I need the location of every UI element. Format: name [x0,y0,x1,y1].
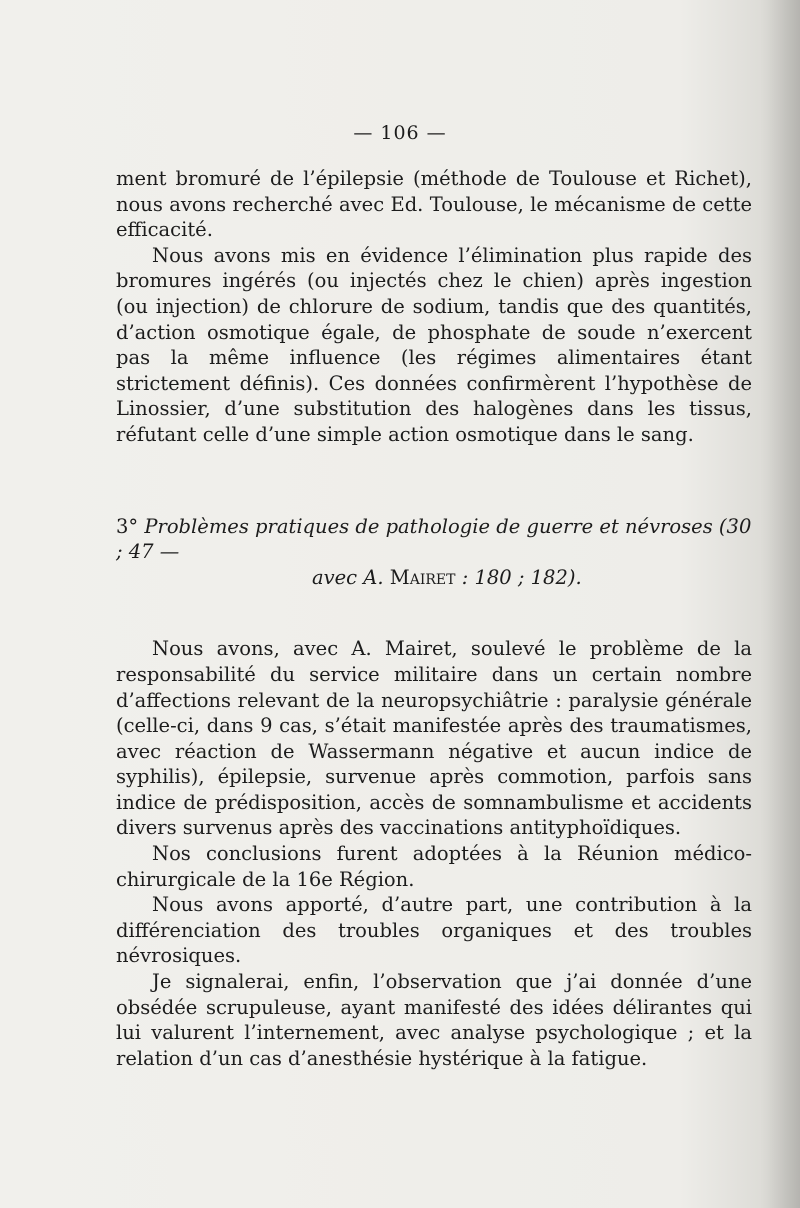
page-body [116,166,752,1071]
section-number: 3° [116,514,139,538]
page-number: — 106 — [353,122,447,144]
section-title-prefix: avec A. [312,565,390,589]
section-title-line1: Problèmes pratiques de pathologie de guerre et névroses (30 ; 47 — [116,514,752,564]
paragraph-continuation: ment bromuré de l’épilepsie (méthode de Toulouse et Richet), nous avons recherché avec Ed. Toulouse, le mécanisme de cette efficacité. [116,167,752,242]
section-title-suffix: : 180 ; 182). [455,565,582,589]
paragraph-bromure-elimination: Nous avons mis en évidence l’élimination plus rapide des bromures ingérés (ou injectés chez le chien) après ingestion (ou injection) de chlorure de sodium, tandis que des quantités, d’action osmotique égale, de phosphate de soude n’exercent pas la même influence (les régimes alimentaires étant strictement définis). Ces données confirmèrent l’hypothèse de Linossier, d’une substitution des halogènes dans les tissus, réfutant celle d’une simple action osmotique dans le sang. [116,243,752,446]
paragraph-responsabilite: Nous avons, avec A. Mairet, soulevé le problème de la responsabilité du service militaire dans un certain nombre d’affections relevant de la neuropsychiâtrie : paralysie générale (celle-ci, dans 9 cas, s’était manifestée après des traumatismes, avec réaction de Wassermann négative et aucun indice de syphilis), épilepsie, survenue après commotion, parfois sans indice de prédisposition, accès de somnambulisme et accidents divers survenus après des vaccinations antityphoïdiques. [116,637,752,840]
conclusions-text: Nos conclusions furent adoptées à la Réunion médico-chirurgicale de la 16e Région. [116,842,752,891]
paragraph-differenciation: Nous avons apporté, d’autre part, une contribution à la différenciation des troubles organiques et des troubles névrosiques. [116,893,752,968]
page-gutter-shadow [760,0,800,1208]
section-spacer [116,590,752,636]
paragraph-conclusions [116,841,752,892]
section-heading [116,514,752,591]
paragraph-observation: Je signalerai, enfin, l’observation que j’ai donnée d’une obsédée scrupuleuse, ayant manifesté des idées délirantes qui lui valurent l’internement, avec analyse psychologique ; et la relation d’un cas d’anesthésie hystérique à la fatigue. [116,970,752,1070]
section-title-line2 [116,565,752,591]
section-title-author: Mairet [389,565,456,589]
